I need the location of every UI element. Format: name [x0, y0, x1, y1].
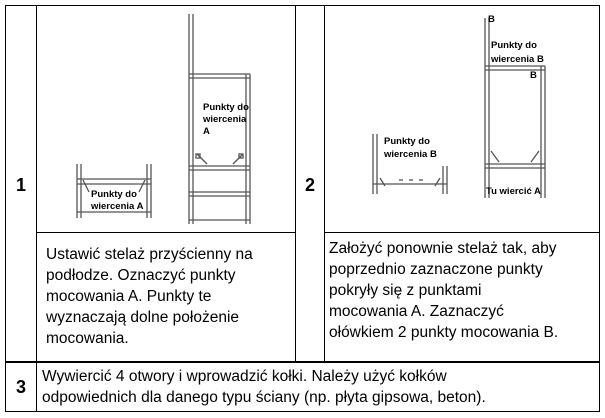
table-border-left [5, 5, 6, 412]
col-divider-row3 [36, 362, 37, 412]
image-text-divider-2 [324, 232, 600, 233]
label-drill-a-tall-3: A [203, 126, 210, 137]
label-drill-here: Tu wiercić A [486, 186, 541, 197]
step-3-description: Wywiercić 4 otwory i wprowadzić kołki. Należy użyć kołków odpowiednich dla danego typu ściany (np. płyta gipsowa, beton). [42, 368, 486, 406]
label-drill-a: Punkty do [91, 189, 137, 200]
table-border-mid [5, 361, 600, 363]
step-2-description: Założyć ponownie stelaż tak, aby poprzednio zaznaczone punkty pokryły się z punktami mocowania A. Zaznaczyć ołówkiem 2 punkty mocowania B. [329, 240, 559, 341]
diagram-step-2 [325, 6, 599, 232]
step-number-1: 1 [15, 174, 26, 195]
label-drill-b-tall-1: Punkty do [491, 40, 537, 51]
image-frame-1-bottom [40, 232, 41, 233]
image-text-divider-1 [36, 232, 296, 233]
label-drill-b-short-2: wiercenia B [384, 149, 437, 160]
step-number-2: 2 [304, 174, 315, 195]
table-border-bottom [5, 411, 600, 412]
marker-b-top: B [488, 14, 495, 25]
step-number-3: 3 [15, 376, 26, 397]
step-1-description: Ustawić stelaż przyścienny na podłodze. Oznaczyć punkty mocowania A. Punkty te wyznaczają dolne położenie mocowania. [46, 246, 253, 347]
diagram-step-1 [37, 6, 295, 232]
label-drill-b-short-1: Punkty do [384, 136, 430, 147]
label-drill-a-tall-1: Punkty do [203, 102, 249, 113]
marker-b-side: B [530, 70, 537, 81]
label-drill-b-tall-2: wiercenia B [491, 54, 544, 65]
label-drill-a-tall-2: wiercenia [203, 114, 247, 125]
table-border-right [599, 5, 600, 412]
label-drill-a-2: wiercenia A [91, 201, 144, 212]
